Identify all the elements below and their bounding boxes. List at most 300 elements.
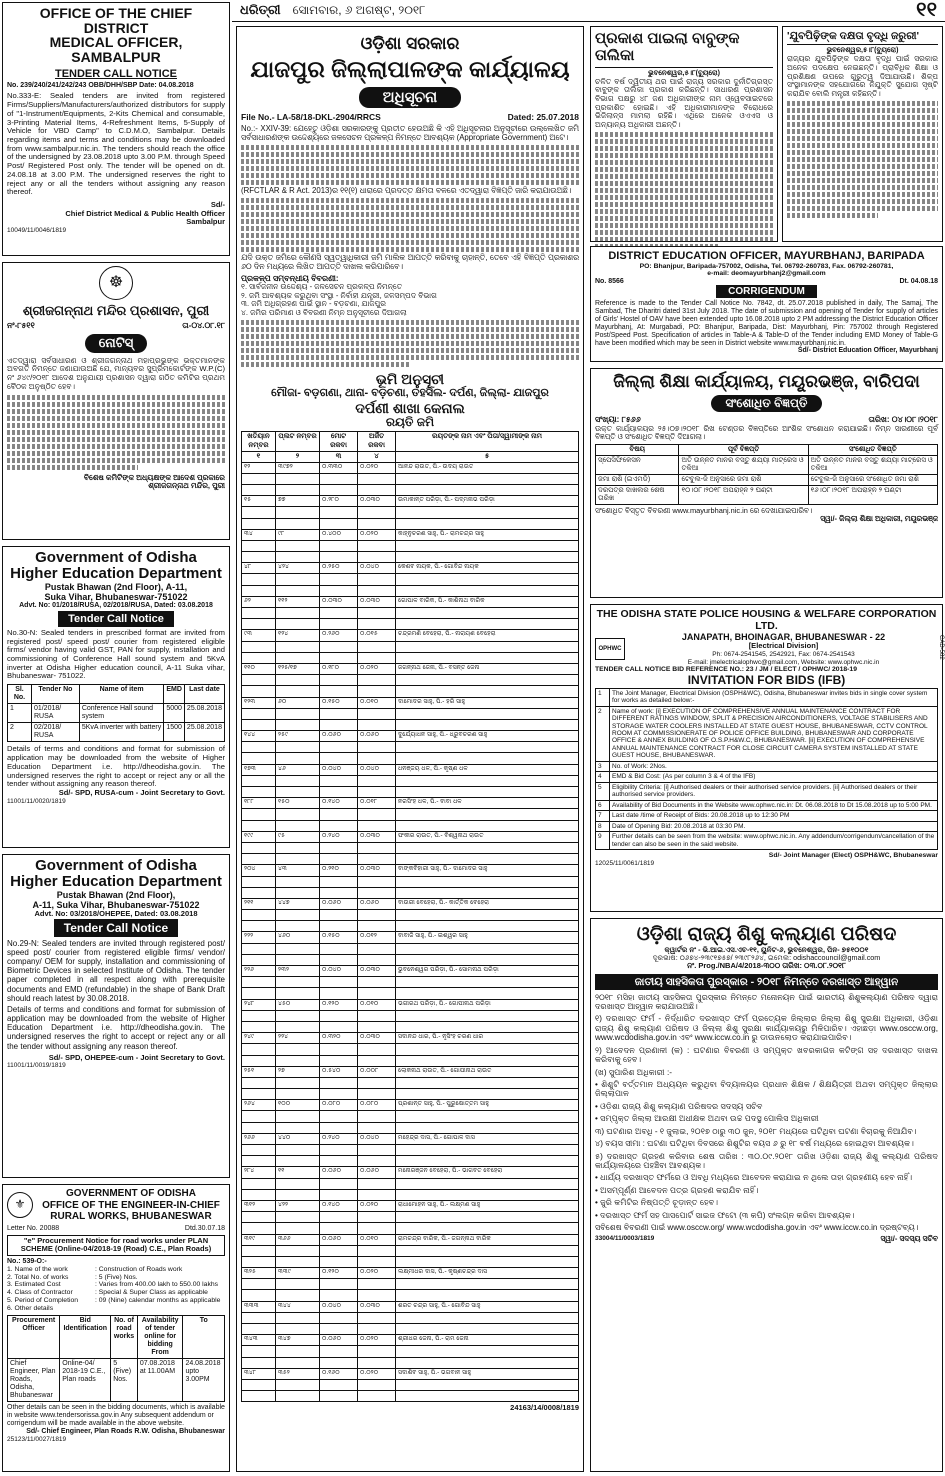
table-cell-empty	[320, 820, 358, 831]
cdmo-sign-2: Chief District Medical & Public Health Officer	[65, 208, 225, 218]
table-row	[596, 772, 938, 782]
table-row-continued	[242, 1357, 579, 1368]
cdmo-sign-1: Sd/-	[210, 200, 225, 210]
table-cell: ୩୬୬	[276, 1234, 320, 1245]
table-cell: ୦.୨୫୦	[320, 563, 358, 574]
table-cell-empty	[276, 1122, 320, 1133]
table-row-continued	[242, 910, 579, 921]
table-row	[242, 865, 579, 876]
table-cell-num: 3	[596, 761, 610, 771]
table-cell: ୧୬।୦୮।୨୦୧୮ ଅପରାହ୍ନ ୨ ଘଣ୍ଟା	[808, 485, 937, 504]
jso-sign: ସ୍ୱା/- ଜିଲ୍ଲା ଶିକ୍ଷା ଅଧିକାରୀ, ମୟୂରଭଞ୍ଜ	[820, 514, 938, 524]
table-row	[242, 1268, 579, 1279]
table-row-continued	[242, 842, 579, 853]
table-cell-empty	[358, 507, 396, 518]
jajpur-detail-item: ୧. ସାର୍ବଜନୀନ ଉଦ୍ଦେଶ୍ୟ - ଜଳସେଚନ ପ୍ରକଳ୍ପ ନିମନ୍ତେ	[241, 281, 403, 291]
table-cell: ଧନଞ୍ଜୟ ଧଳ, ପି.- କୃଷ୍ଣ ଧଳ	[396, 764, 579, 775]
jajpur-detail-item: ୩. ଜମି ଅଧିଗ୍ରହଣ ପାଇଁ ସ୍ଥାନ - ବଡ଼ଚଣା, ଯାଜପୁର	[241, 299, 387, 309]
table-cell: ୦.୧୨୦	[320, 1268, 358, 1279]
table-cell-empty	[276, 921, 320, 932]
jagannath-sign-2: ଶ୍ରୀଜଗନ୍ନାଥ ମନ୍ଦିର, ପୁରୀ	[148, 481, 225, 491]
table-cell-empty	[320, 921, 358, 932]
table-cell: 02/2018/ RUSA	[31, 723, 79, 742]
table-cell-empty	[276, 988, 320, 999]
table-cell: ୨୨୪	[276, 1033, 320, 1044]
table-cell: ଆନନ୍ଦ ରାଉତ, ପି.- ଉଦୟ ରାଉତ	[396, 462, 579, 473]
jajpur-office: ଯାଜପୁର ଜିଲ୍ଲାପାଳଙ୍କ କାର୍ଯ୍ୟାଳୟ	[250, 55, 570, 82]
table-cell: 25.08.2018	[184, 704, 224, 723]
cdmo-notice-heading: TENDER CALL NOTICE	[54, 67, 178, 80]
osccw-bravery-award	[590, 918, 943, 1472]
table-cell-empty	[276, 540, 320, 551]
table-cell-empty	[276, 719, 320, 730]
table-row	[242, 1301, 579, 1312]
table-cell-empty	[358, 652, 396, 663]
jso-notice-heading: ସଂଶୋଧିତ ବିଜ୍ଞପ୍ତି	[711, 395, 821, 413]
table-row-continued	[242, 1111, 579, 1122]
table-cell-empty	[276, 1010, 320, 1021]
table-cell: ଅତି ଉନ୍ନତ ମାନର ବସ୍ତୁ ଶଯ୍ୟା ମାଟ୍ରେସ ଓ ତକିଆ	[808, 455, 937, 474]
deo-sign: Sd/- District Education Officer, Mayurbhanj	[797, 347, 938, 355]
table-cell-empty	[242, 507, 276, 518]
table-cell: ୦.୦୩୦	[358, 1033, 396, 1044]
table-cell-empty	[242, 708, 276, 719]
table-row	[242, 1133, 579, 1144]
rw-table-header	[8, 1315, 225, 1358]
table-cell: ୦.୦୬୦	[358, 898, 396, 909]
cdmo-ad-ref: 10049/11/0046/1819	[7, 226, 67, 234]
news-youth-body: ରାଜ୍ୟର ଯୁବପିଢ଼ିଙ୍କ ଦକ୍ଷତା ବୃଦ୍ଧି ପାଇଁ ସରକାର ଅନେକ ପଦକ୍ଷେପ ନେଇଛନ୍ତି। ପ୍ରାବିଧିକ ଶିକ୍ଷା ଓ ପ୍ରଶିକ୍ଷଣ ଉପରେ ଗୁରୁତ୍ୱ ଦିଆଯାଉଛି। ଶିଳ୍ପ ସଂସ୍ଥାମାନଙ୍କ ସହଯୋଗରେ ନିଯୁକ୍ତି ସୁଯୋଗ ସୃଷ୍ଟି କରାଯିବ ବୋଲି ମନ୍ତ୍ରୀ କହିଛନ୍ତି।	[787, 54, 938, 98]
table-cell-empty	[242, 1346, 276, 1357]
table-cell: ୦.୦୨୦	[358, 1335, 396, 1346]
osccw-sign: ସ୍ୱା/- ସଦସ୍ୟ ସଚିବ	[880, 1234, 938, 1244]
table-cell: ୪୪୭	[276, 898, 320, 909]
rw-item-label: 5. Period of Completion	[7, 1297, 79, 1305]
table-cell-empty	[396, 552, 579, 563]
table-cell-empty	[320, 518, 358, 529]
ophwc-ref: 12025/11/0061/1819	[595, 859, 655, 867]
ophwc-title: THE ODISHA STATE POLICE HOUSING & WELFARE CORPORATION LTD.	[596, 608, 937, 633]
table-cell: ୦.୨୪୦	[320, 831, 358, 842]
table-cell-empty	[242, 943, 276, 954]
table-cell-empty	[396, 574, 579, 585]
table-cell: ୦.୦୬୦	[358, 731, 396, 742]
hed1-ref: 11001/11/0020/1819	[7, 797, 66, 805]
jso-footer: ସଂଶୋଧିତ ବିସ୍ତୃତ ବିବରଣୀ www.mayurbhanj.nic.in ରେ ଦେଖାଯାଇପାରିବ।	[595, 505, 813, 515]
table-cell-empty	[396, 1223, 579, 1234]
table-cell: ୦.୦୪୦	[358, 764, 396, 775]
table-cell-empty	[320, 1122, 358, 1133]
table-cell-empty	[242, 1212, 276, 1223]
table-cell-empty	[320, 608, 358, 619]
table-cell-empty	[358, 820, 396, 831]
jajpur-table-header	[242, 432, 579, 451]
table-cell: ୦.୦୧୨	[358, 932, 396, 943]
jagannath-sign-1: ବିଶେଷ କମିଟିଙ୍କ ଅଧ୍ୟକ୍ଷଙ୍କ ଆଦେଶ ପ୍ରକାରେ	[83, 472, 225, 482]
table-row	[242, 630, 579, 641]
table-cell-empty	[276, 943, 320, 954]
table-cell-empty	[320, 675, 358, 686]
table-cell-empty	[320, 876, 358, 887]
table-cell-empty	[396, 675, 579, 686]
rw-item-label: 2. Total No. of works	[7, 1273, 69, 1281]
deo-title: DISTRICT EDUCATION OFFICER, MAYURBHANJ, BARIPADA	[608, 250, 925, 262]
rw-item-value: : 09 (Nine) calendar months as applicable	[95, 1297, 221, 1305]
table-cell-empty	[320, 552, 358, 563]
table-cell-empty	[320, 1010, 358, 1021]
table-cell-empty	[358, 1189, 396, 1200]
table-cell: ୬୦	[276, 697, 320, 708]
table-row	[242, 1234, 579, 1245]
table-cell-empty	[276, 1256, 320, 1267]
jajpur-colnum: ୧	[242, 451, 276, 462]
table-cell-empty	[358, 552, 396, 563]
jajpur-colnum: ୨	[276, 451, 320, 462]
table-cell: ୨୬୪	[242, 1100, 276, 1111]
jajpur-para-4	[241, 320, 579, 367]
table-cell-empty	[242, 1223, 276, 1234]
table-cell-empty	[396, 1379, 579, 1390]
table-row-continued	[242, 1122, 579, 1133]
table-cell-empty	[396, 1391, 579, 1402]
table-row	[242, 1066, 579, 1077]
table-cell-empty	[276, 619, 320, 630]
table-cell: ୦.୦୬୦	[320, 1335, 358, 1346]
table-cell-empty	[242, 910, 276, 921]
hed1-th-slno: Sl. No.	[8, 685, 32, 704]
table-cell-empty	[276, 652, 320, 663]
table-cell-empty	[242, 1055, 276, 1066]
table-cell-empty	[276, 1245, 320, 1256]
table-cell-empty	[396, 876, 579, 887]
table-cell: ୧୫	[242, 496, 276, 507]
news-youth-headline: 'ଯୁବପିଢ଼ିଙ୍କ ଦକ୍ଷତା ବୃଦ୍ଧି ଜରୁରୀ'	[787, 30, 938, 45]
table-cell: ୧୯୯	[242, 831, 276, 842]
table-cell: ୧୧୨	[276, 596, 320, 607]
table-cell-empty	[396, 484, 579, 495]
table-cell-empty	[276, 820, 320, 831]
table-cell-empty	[242, 608, 276, 619]
table-cell: ୦.୦୨୦	[358, 1368, 396, 1379]
table-cell-empty	[242, 1010, 276, 1021]
rw-title-3: RURAL WORKS, BHUBANESWAR	[50, 1211, 212, 1222]
table-cell: ୯୫	[276, 831, 320, 842]
table-cell-empty	[276, 1279, 320, 1290]
table-cell-empty	[320, 1357, 358, 1368]
table-row	[242, 764, 579, 775]
rw-item	[7, 1274, 225, 1282]
news-babu-list	[590, 26, 778, 242]
table-cell: ୦.୦୩୦	[358, 1301, 396, 1312]
rw-item-label: 4. Class of Contractor	[7, 1289, 73, 1297]
table-cell-empty	[396, 742, 579, 753]
table-cell-empty	[320, 1290, 358, 1301]
table-cell-empty	[242, 1312, 276, 1323]
table-cell-empty	[358, 787, 396, 798]
table-cell-empty	[276, 1379, 320, 1390]
table-cell: ୦.୦୬୦	[358, 1167, 396, 1178]
rw-th-from: Availability of tender online for bidding From	[137, 1315, 183, 1358]
osccw-point: • ଅସମ୍ପୂର୍ଣ୍ଣ ଆବେଦନ ପତ୍ର ଗ୍ରହଣ କରାଯିବ ନାହିଁ।	[595, 1185, 759, 1195]
table-cell-empty	[358, 921, 396, 932]
table-cell-empty	[358, 910, 396, 921]
jajpur-notice-heading: ଅଧିସୂଚନା	[359, 87, 462, 108]
table-row-continued	[242, 1324, 579, 1335]
table-row-continued	[242, 641, 579, 652]
osccw-contact: ଦୂରଭାଷ: ୦୬୭୪-୨୩୯୧୭୫୭/ ୨୩୯୮୨୬୪, ଇମେଲ: odishaccouncil@gmail.com	[652, 953, 881, 963]
rw-table	[7, 1315, 225, 1402]
table-cell-empty	[242, 988, 276, 999]
table-cell-empty	[396, 1077, 579, 1088]
table-cell: ୧୫୦	[276, 798, 320, 809]
hed1-notice-heading: Tender Call Notice	[58, 611, 174, 627]
table-cell-empty	[396, 1245, 579, 1256]
rw-ref: 25123/11/0027/1819	[7, 1436, 67, 1444]
table-cell-empty	[358, 887, 396, 898]
table-row-continued	[242, 574, 579, 585]
table-row-continued	[242, 876, 579, 887]
hed1-th-emd: EMD	[164, 685, 185, 704]
table-cell-empty	[320, 842, 358, 853]
jajpur-para-1-continued	[241, 145, 579, 185]
table-cell-empty	[396, 1055, 579, 1066]
hed2-title-2: Higher Education Department	[10, 872, 222, 890]
hed2-body-2: Details of terms and conditions and format for submission of application may be downloaded from the website of Higher Education Department i.e. http://dheodisha.gov.in. The undersigned reserves the right to accept or reject any or all the tender without assigning any reason thereof.	[7, 1004, 225, 1051]
rw-banner: "e" Procurement Notice for road works under PLAN SCHEME (Online-04/2018-19 (Road) C.E., Plan Roads)	[7, 1235, 225, 1256]
rw-th-to: To	[183, 1315, 225, 1358]
table-cell-empty	[358, 1379, 396, 1390]
table-cell-empty	[320, 473, 358, 484]
table-cell-empty	[242, 809, 276, 820]
table-cell-empty	[358, 842, 396, 853]
table-cell: 1500	[164, 723, 185, 742]
table-row-continued	[242, 518, 579, 529]
table-cell-empty	[320, 977, 358, 988]
jso-table-header	[596, 444, 938, 455]
table-cell-empty	[320, 1346, 358, 1357]
table-cell-empty	[242, 1379, 276, 1390]
table-cell-empty	[276, 1156, 320, 1167]
rw-footer: Other details can be seen in the bidding documents, which is available in website www.tendersorissa.gov.in Any subsequent addendum or corrigendum will be made available in the above website.	[7, 1404, 225, 1428]
table-cell-empty	[358, 719, 396, 730]
rw-item-value: : Varies from 400.00 lakh to 550.00 lakhs	[95, 1281, 219, 1289]
table-cell: ୩୨୫	[242, 1268, 276, 1279]
table-cell: ୦.୦୧୮	[358, 798, 396, 809]
jajpur-schedule-location: ମୌଜା- ବଡ଼ଗଣା, ଥାନା- ବଡ଼ଚଣା, ତହସିଲ- ଦର୍ପଣ, ଜିଲ୍ଲା- ଯାଜପୁର	[271, 386, 549, 399]
table-row-continued	[242, 675, 579, 686]
table-cell: ପ୍ରଶାନ୍ତ ସାହୁ, ପି.- ପୁରୁଷୋତ୍ତମ ସାହୁ	[396, 1100, 579, 1111]
hed1-advt: Advt. No: 01/2018/RUSA, 02/2018/RUSA, Dated: 03.08.2018	[19, 602, 213, 610]
table-row-continued	[242, 1212, 579, 1223]
table-cell-empty	[242, 1279, 276, 1290]
table-cell: ୯୩	[242, 630, 276, 641]
table-cell-empty	[396, 1010, 579, 1021]
table-row-continued	[242, 1055, 579, 1066]
table-row-continued	[242, 977, 579, 988]
table-cell-empty	[242, 675, 276, 686]
table-cell: ଶ୍ରୀଧର ଜେନା, ପି.- ରାମ ଜେନା	[396, 1335, 579, 1346]
osccw-point: • ସମ୍ପୃକ୍ତ ଜିଲ୍ଲା ଆରକ୍ଷୀ ଅଧୀକ୍ଷକ ଅଥବା ଉଚ୍ଚ ପଦସ୍ଥ ପୋଲିସ ଅଧିକାରୀ	[595, 1114, 819, 1124]
table-cell-empty	[358, 1111, 396, 1122]
table-cell-empty	[396, 641, 579, 652]
table-cell-empty	[276, 1391, 320, 1402]
table-cell-empty	[276, 708, 320, 719]
jajpur-table-body	[242, 462, 579, 1402]
table-cell: ୨୪୮	[242, 999, 276, 1010]
rw-item-value: : Special & Super Class as applicable	[95, 1289, 208, 1297]
rw-item-label: 3. Estimated Cost	[7, 1281, 61, 1289]
table-row-continued	[242, 507, 579, 518]
table-row-continued	[242, 1189, 579, 1200]
ophwc-contact: Ph: 0674-2541545, 2542921, Fax: 0674-2541543	[712, 651, 855, 659]
jajpur-para-1: No.:- XXIV-39: ଯେହେତୁ ଓଡ଼ିଶା ସରକାରଙ୍କୁ ପ୍ରତୀତ ହେଉଅଛି କି ଏହି ଅଧିସୂଚନାର ଅନୁସୂଚୀରେ ଉଲ୍ଲେଖିତ ଜମି ସର୍ବସାଧାରଣଙ୍କ ଉଦ୍ଦେଶ୍ୟରେ ଜଳସେଚନ ପ୍ରକଳ୍ପ ନିମନ୍ତେ ଆବଶ୍ୟକ (Appropriate Government) ଅଟେ।	[241, 124, 579, 142]
jajpur-file-no: File No.- LA-58/18-DKL-2904/RRCS	[241, 112, 381, 123]
table-cell-empty	[276, 1021, 320, 1032]
table-cell-empty	[358, 943, 396, 954]
jajpur-schedule-table	[241, 431, 579, 1402]
table-cell: ୯୮	[276, 529, 320, 540]
osccw-address: କ୍ୱାର୍ଟର ନଂ - ଭି.ଆଇ.ଏସ.ଏଚ-୧୧, ୟୁନିଟ-୬, ଭୁବନେଶ୍ୱର, ପିନ- ୭୫୧୦୦୧	[664, 944, 869, 954]
table-row	[8, 723, 225, 742]
table-cell-empty	[358, 686, 396, 697]
table-cell-empty	[396, 820, 579, 831]
table-cell-empty	[358, 1391, 396, 1402]
table-cell: ୦.୨୪୦	[320, 1133, 358, 1144]
rw-th-works: No. of road works	[111, 1315, 138, 1358]
jagannath-title: ଶ୍ରୀଜଗନ୍ନାଥ ମନ୍ଦିର ପ୍ରଶାସନ, ପୁରୀ	[22, 303, 210, 318]
table-cell-empty	[276, 552, 320, 563]
table-cell: 5 (Five) Nos.	[111, 1358, 138, 1401]
jso-date: ତାରିଖ: ୦୪।୦୮।୨୦୧୮	[868, 415, 938, 425]
jajpur-th-khatiyan: ଖତିୟାନ ନମ୍ବର	[242, 432, 276, 451]
table-cell-empty	[320, 708, 358, 719]
table-row-continued	[242, 775, 579, 786]
table-cell: କେଶବ ନାୟକ, ପି.- ଗୋବିନ୍ଦ ନାୟକ	[396, 563, 579, 574]
table-cell-empty	[242, 820, 276, 831]
table-cell: ୩୧୨	[242, 1200, 276, 1211]
table-cell-empty	[276, 753, 320, 764]
table-row-continued	[242, 1391, 579, 1402]
table-cell-empty	[320, 1077, 358, 1088]
table-row	[242, 999, 579, 1010]
osccw-point: ୩) ଘଟଣାର ଅବଧି - ୧ ଜୁଲାଇ, ୨୦୧୭ ଠାରୁ ୩୦ ଜୁନ, ୨୦୧୮ ମଧ୍ୟରେ ଘଟିଥିବା ଘଟଣା ବିଚାରକୁ ନିଆଯିବ।	[595, 1126, 917, 1136]
table-row	[242, 596, 579, 607]
news-babu-body: ଚଳିତ ବର୍ଷ ଦ୍ୱିତୀୟ ଥର ପାଇଁ ରାଜ୍ୟ ସରକାର ଦୁର୍ନୀତିଗ୍ରସ୍ତ ବାବୁଙ୍କ ତାଲିକା ପ୍ରକାଶ କରିଛନ୍ତି। ସାଧାରଣ ପ୍ରଶାସନ ବିଭାଗ ପକ୍ଷରୁ ୪୮ ଜଣ ଅଧିକାରୀଙ୍କ ନାମ ଓ୍ୱେବସାଇଟରେ ପ୍ରକାଶିତ ହୋଇଛି। ଏହି ଅଧିକାରୀମାନଙ୍କ ବିରୋଧରେ ଭିଜିଲାନ୍ସ ମାମଲା ରହିଛି। ଏଥିରେ ଅନେକ ଓଏଏସ ଓ ଅନ୍ୟାନ୍ୟ ଅଧିକାରୀ ଅଛନ୍ତି।	[595, 76, 773, 130]
hed1-sign: Sd/- SPD, RUSA-cum - Joint Secretary to Govt.	[58, 788, 225, 798]
table-cell-empty	[396, 1089, 579, 1100]
table-cell: ଲକ୍ଷ୍ମୀଧର ଦାସ, ପି.- କୃଷ୍ଣଚନ୍ଦ୍ର ଦାସ	[396, 1268, 579, 1279]
table-cell: ୦.୦୪୦	[320, 1301, 358, 1312]
table-cell-empty	[276, 1145, 320, 1156]
table-cell-empty	[396, 775, 579, 786]
jajpur-colnum: ୪	[358, 451, 396, 462]
table-cell-empty	[320, 1312, 358, 1323]
table-cell-empty	[396, 1312, 579, 1323]
table-cell: ୦.୦୩୦	[358, 596, 396, 607]
hed1-table-header	[8, 685, 225, 704]
table-cell-empty	[242, 1044, 276, 1055]
cdmo-title-line1: OFFICE OF THE CHIEF DISTRICT	[39, 5, 193, 36]
table-cell-empty	[320, 507, 358, 518]
hed1-title-2: Higher Education Department	[10, 564, 222, 582]
table-row-continued	[242, 1145, 579, 1156]
hed2-title-1: Government of Odisha	[35, 857, 197, 874]
table-cell-empty	[242, 977, 276, 988]
table-cell: Further details can be seen from the website: www.ophwc.nic.in. Any addendum/corrigendum/cancellation of the tender can also be seen in the said website.	[610, 832, 938, 850]
table-row	[242, 1368, 579, 1379]
table-cell-empty	[358, 809, 396, 820]
table-cell: ୧୧୦	[242, 663, 276, 674]
table-cell-empty	[358, 608, 396, 619]
table-row-continued	[242, 1044, 579, 1055]
table-cell: ୩୪୪	[276, 1301, 320, 1312]
table-cell: ୧୨	[242, 462, 276, 473]
table-cell: ୪୨୨	[276, 1200, 320, 1211]
table-cell-empty	[358, 540, 396, 551]
table-cell-empty	[396, 753, 579, 764]
table-cell: ୧୪୪	[242, 731, 276, 742]
table-cell-empty	[358, 484, 396, 495]
table-cell-empty	[320, 585, 358, 596]
table-cell: ବାବାଜି ସାହୁ, ପି.- ଇଶ୍ୱର ସାହୁ	[396, 932, 579, 943]
table-cell: ଜମା ରାଶି (ଇଏମଡି)	[596, 474, 679, 485]
table-cell-empty	[396, 887, 579, 898]
table-cell-empty	[358, 1055, 396, 1066]
table-row-continued	[242, 484, 579, 495]
table-cell-empty	[358, 1010, 396, 1021]
table-cell-empty	[358, 1312, 396, 1323]
masthead-date: ସୋମବାର, ୬ ଅଗଷ୍ଟ, ୨୦୧୮	[292, 2, 426, 17]
table-cell: ୨୨୬	[242, 966, 276, 977]
table-cell: କାହ୍ନୁଚରଣ ସାହୁ, ପି.- ରାମଚନ୍ଦ୍ର ସାହୁ	[396, 529, 579, 540]
table-row	[242, 932, 579, 943]
table-cell-empty	[242, 1089, 276, 1100]
table-cell: ଫକୀର ରାଉତ, ପି.- ବିଶ୍ୱନାଥ ରାଉତ	[396, 831, 579, 842]
table-cell-empty	[320, 854, 358, 865]
table-cell-empty	[396, 518, 579, 529]
table-cell-empty	[358, 977, 396, 988]
rw-item-value: : Construction of Roads work	[95, 1265, 183, 1273]
table-cell-empty	[396, 1145, 579, 1156]
table-cell-empty	[396, 1212, 579, 1223]
deo-email: e-mail: deomayurbhanj2@gmail.com	[707, 270, 826, 278]
hed-ohepee-tender	[2, 854, 230, 1178]
table-cell: ଦୁର୍ଯ୍ୟୋଧନ ସାହୁ, ପି.- ଧ୍ରୁବଚରଣ ସାହୁ	[396, 731, 579, 742]
table-cell-empty	[358, 1357, 396, 1368]
table-row-continued	[242, 1256, 579, 1267]
rw-sign: Sd/- Chief Engineer, Plan Roads R.W. Odisha, Bhubaneswar	[26, 1428, 225, 1436]
table-row	[242, 697, 579, 708]
jso-th-revised: ସଂଶୋଧିତ ବିଜ୍ଞପ୍ତି	[808, 444, 937, 455]
table-cell: EMD & Bid Cost: (As per column 3 & 4 of the IFB)	[610, 772, 938, 782]
table-cell-empty	[396, 1346, 579, 1357]
table-cell-empty	[276, 608, 320, 619]
rw-letter-no: Letter No. 20088	[7, 1224, 60, 1232]
table-cell: ଉମାକାନ୍ତ ପରିଡ଼ା, ପି.- ପଦ୍ମନାଭ ପରିଡ଼ା	[396, 496, 579, 507]
odisha-emblem-icon: ⚜	[7, 1192, 33, 1218]
table-cell: 5KvA inverter with battery	[79, 723, 163, 742]
table-cell: ଲୋକନାଥ ରାଉତ, ପି.- ଗୋପୀନାଥ ରାଉତ	[396, 1066, 579, 1077]
jajpur-colnum: ୫	[396, 451, 579, 462]
hed2-sign: Sd/- SPD, OHEPEE-cum - Joint Secretary to Govt.	[48, 1052, 225, 1062]
table-cell: ୦.୧୬୦	[320, 1368, 358, 1379]
table-cell-empty	[242, 954, 276, 965]
table-row-continued	[242, 1245, 579, 1256]
table-cell-empty	[276, 977, 320, 988]
table-cell: ୨୫୧	[242, 1066, 276, 1077]
table-cell: ଶରତ ଚନ୍ଦ୍ର ସାହୁ, ପି.- ଗୋବିନ୍ଦ ସାହୁ	[396, 1301, 579, 1312]
jajpur-govt: ଓଡ଼ିଶା ସରକାର	[360, 34, 460, 53]
